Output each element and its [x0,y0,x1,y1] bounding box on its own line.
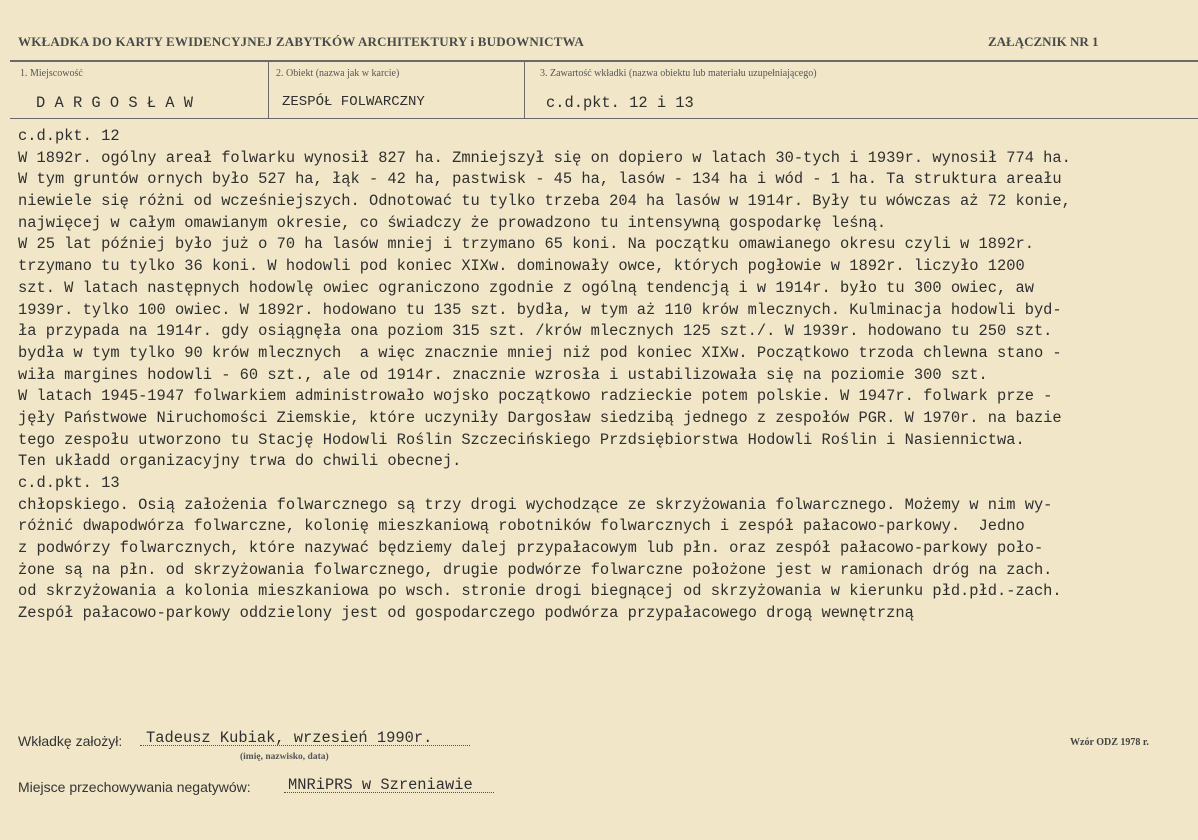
fields-bottom-divider [10,118,1198,119]
body-line: chłopskiego. Osią założenia folwarcznego są trzy drogi wychodzące ze skrzyżowania folwarcznego. Możemy w nim wy- [18,495,1053,514]
top-divider [10,60,1198,62]
body-line: c.d.pkt. 12 [18,127,120,145]
typed-body [18,126,1188,625]
founder-underline [140,745,470,746]
field-divider-1 [268,60,269,118]
content-value: c.d.pkt. 12 i 13 [546,94,694,112]
founder-label: Wkładkę założył: [18,733,123,749]
body-line: najwięcej w całym omawianym okresie, co świadczy że prowadzono tu intensywną gospodarkę leśną. [18,213,887,232]
attachment-number: ZAŁĄCZNIK NR 1 [988,34,1099,49]
model-code: Wzór ODZ 1978 r. [1070,737,1149,748]
body-line: ła przypada na 1914r. gdy osiągnęła ona poziom 315 szt. /krów mlecznych 125 szt./. W 1939r. hodowano tu 250 szt. [18,322,1053,341]
body-line: W 1892r. ogólny areał folwarku wynosił 827 ha. Zmniejszył się on dopiero w latach 30-tych i 1939r. wynosił 774 ha. [18,148,1071,167]
negatives-label: Miejsce przechowywania negatywów: [18,779,251,795]
content-label: 3. Zawartość wkładki (nazwa obiektu lub materiału uzupełniającego) [540,68,817,79]
body-line: 1939r. tylko 100 owiec. W 1892r. hodowano tu 135 szt. bydła, w tym aż 110 krów mlecznych. Kulminacja hodowli byd- [18,300,1062,319]
body-line: różnić dwapodwórza folwarczne, kolonię mieszkaniową robotników folwarcznych i zespół pałacowo-parkowy. Jedno [18,517,1025,536]
body-line: Ten układd organizacyjny trwa do chwili obecnej. [18,452,462,471]
object-label: 2. Obiekt (nazwa jak w karcie) [276,68,400,79]
locality-value: D A R G O S Ł A W [36,94,194,112]
body-line: W 25 lat później było już o 70 ha lasów mniej i trzymano 65 koni. Na początku omawianego okresu czyli w 1892r. [18,235,1034,254]
body-line: tego zespołu utworzono tu Stację Hodowli Roślin Szczecińskiego Przdsiębiorstwa Hodowli Roślin i Nasiennictwa. [18,430,1025,449]
body-line: wiła margines hodowli - 60 szt., ale od 1914r. znacznie wzrosła i ustabilizowała się na poziomie 300 szt. [18,365,988,384]
body-line: od skrzyżowania a kolonia mieszkaniowa po wsch. stronie drogi biegnącej od skrzyżowania w kierunku płd.płd.-zach. [18,582,1062,601]
locality-label: 1. Miejscowość [20,68,83,79]
body-line: z podwórzy folwarcznych, które nazywać będziemy dalej przypałacowym lub płn. oraz zespół pałacowo-parkowy poło- [18,539,1044,558]
object-value: ZESPÓŁ FOLWARCZNY [282,94,425,110]
body-line: szt. W latach następnych hodowlę owiec ograniczono zgodnie z ogólną tendencją i w 1914r. było tu 300 owiec, aw [18,278,1034,297]
body-line: niewiele się różni od wcześniejszych. Odnotować tu tylko trzeba 204 ha lasów w 1914r. Były tu wówczas aż 72 konie, [18,192,1071,211]
body-line: Zespół pałacowo-parkowy oddzielony jest od gospodarczego podwórza przypałacowego drogą wewnętrzną [18,604,914,623]
negatives-value: MNRiPRS w Szreniawie [288,776,473,794]
body-line: żone są na płn. od skrzyżowania folwarcznego, drugie podwórze folwarczne położone jest w ramionach dróg na zach. [18,560,1053,579]
body-line: W latach 1945-1947 folwarkiem administrowało wojsko początkowo radzieckie potem polskie. W 1947r. folwark prze - [18,387,1053,406]
body-line: W tym gruntów ornych było 527 ha, łąk - 42 ha, pastwisk - 45 ha, lasów - 134 ha i wód - 1 ha. Ta struktura areału [18,170,1062,189]
body-line: jęły Państwowe Niruchomości Ziemskie, które uczyniły Dargosław siedzibą jednego z zespołów PGR. W 1970r. na bazie [18,408,1062,427]
form-title: WKŁADKA DO KARTY EWIDENCYJNEJ ZABYTKÓW ARCHITEKTURY i BUDOWNICTWA [18,34,584,49]
negatives-underline [284,792,494,793]
body-line: trzymano tu tylko 36 koni. W hodowli pod koniec XIXw. dominowały owce, których pogłowie w 1892r. liczyło 1200 [18,257,1025,276]
founder-value: Tadeusz Kubiak, wrzesień 1990r. [146,729,433,747]
body-line: c.d.pkt. 13 [18,474,120,492]
founder-hint: (imię, nazwisko, data) [240,752,329,762]
body-line: bydła w tym tylko 90 krów mlecznych a więc znacznie mniej niż pod koniec XIXw. Początkowo trzoda chlewna stano - [18,343,1062,362]
field-divider-2 [524,60,525,118]
